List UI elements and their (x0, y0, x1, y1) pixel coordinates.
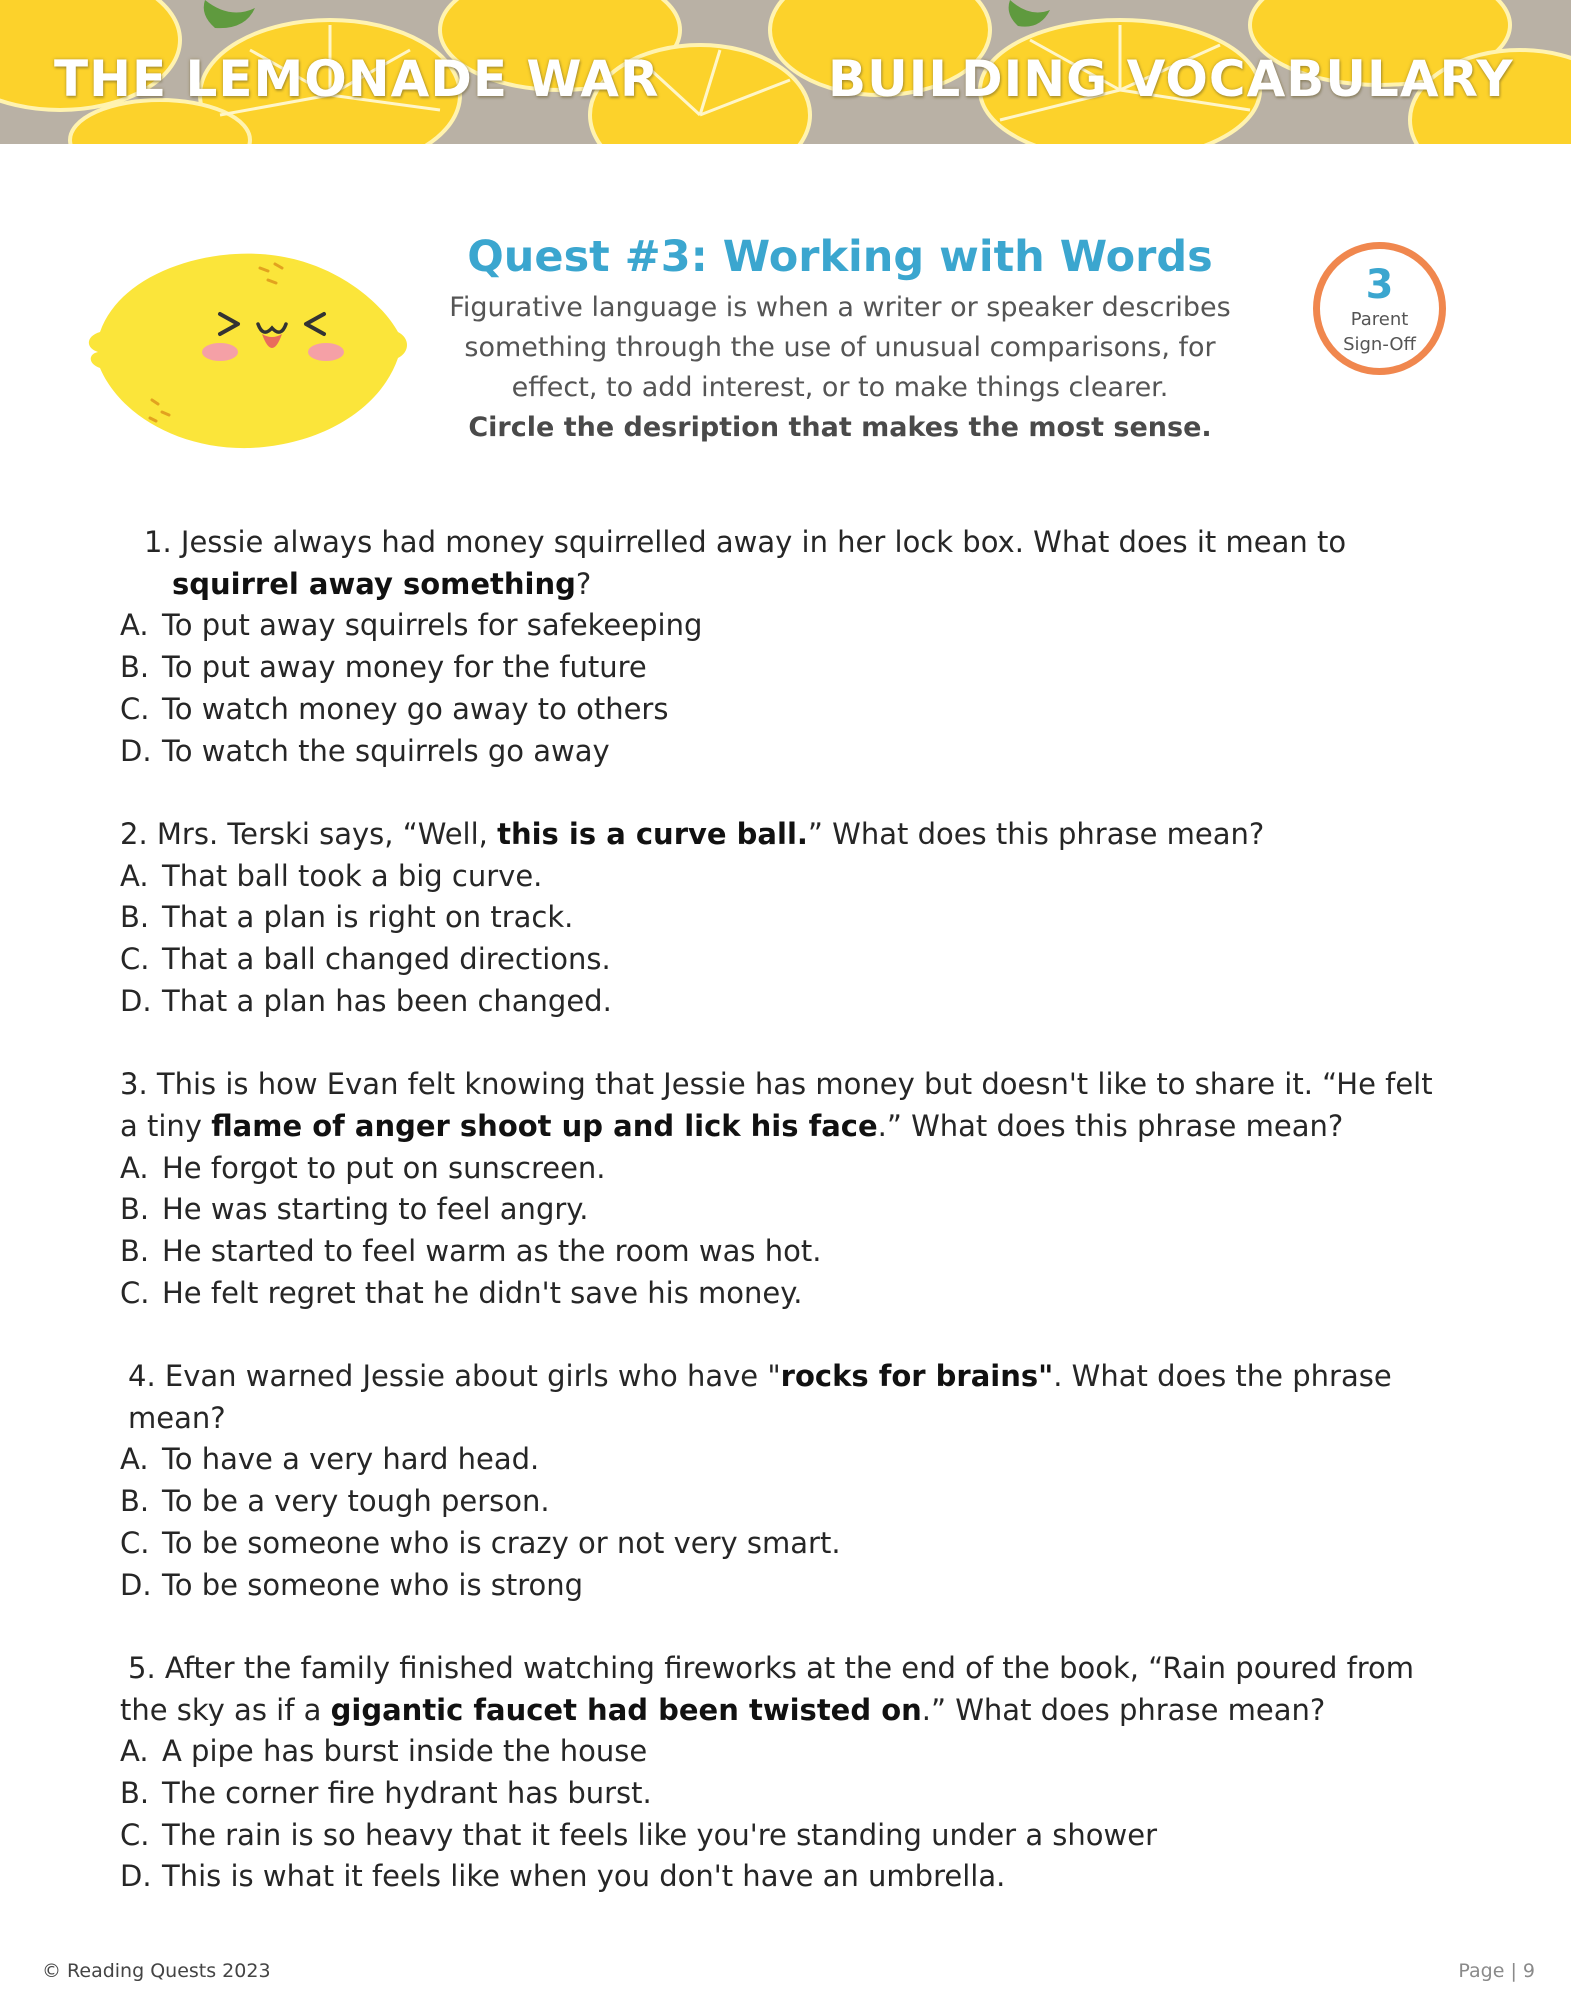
banner-book-title: THE LEMONADE WAR (54, 50, 660, 108)
intro-text (420, 288, 1260, 448)
answer-option[interactable] (120, 731, 1450, 773)
smiling-lemon-icon (80, 240, 410, 460)
page-number: Page | 9 (1458, 1960, 1535, 1982)
question-stem (120, 814, 1450, 856)
answer-option[interactable] (120, 856, 1450, 898)
option-letter: A. (120, 858, 149, 893)
stem-phrase: rocks for brains" (780, 1359, 1054, 1394)
option-letter: C. (120, 691, 150, 726)
banner-section-title: BUILDING VOCABULARY (828, 50, 1514, 108)
option-text: To be a very tough person. (162, 1484, 550, 1519)
stem-text: 1. Jessie always had money squirrelled away in her lock box. What does it mean to (144, 525, 1347, 559)
question-item (120, 1648, 1450, 1898)
answer-option[interactable] (120, 605, 1450, 647)
stem-text: ? (575, 566, 592, 601)
option-letter: A. (120, 1150, 149, 1185)
option-letter: D. (120, 1859, 152, 1894)
question-item (120, 1064, 1450, 1314)
stem-phrase: squirrel away something (172, 566, 576, 601)
stem-text: 3. This is how Evan felt knowing that Jessie has money but doesn't like to share it. “He felt a tiny (120, 1067, 1433, 1143)
option-text: To watch money go away to others (162, 691, 669, 726)
question-stem (120, 1648, 1450, 1731)
badge-label-line1: Parent (1350, 309, 1409, 330)
option-letter: C. (120, 942, 150, 977)
answer-option[interactable] (120, 1565, 1450, 1607)
question-stem (120, 1356, 1450, 1439)
option-text: He was starting to feel angry. (162, 1192, 589, 1227)
option-text: The rain is so heavy that it feels like you're standing under a shower (162, 1817, 1158, 1852)
question-item (120, 522, 1450, 772)
stem-text: .” What does phrase mean? (921, 1692, 1326, 1727)
option-text: To be someone who is strong (162, 1567, 584, 1602)
option-text: To have a very hard head. (162, 1442, 540, 1477)
question-stem (120, 522, 1450, 605)
answer-option[interactable] (120, 1273, 1450, 1315)
answer-option[interactable] (120, 981, 1450, 1023)
question-list (120, 522, 1450, 1898)
option-letter: B. (120, 1776, 150, 1811)
stem-text: ” What does this phrase mean? (807, 816, 1265, 851)
intro-line: Figurative language is when a writer or speaker describes (449, 292, 1231, 323)
answer-option[interactable] (120, 1731, 1450, 1773)
option-text: This is what it feels like when you don't have an umbrella. (162, 1859, 1006, 1894)
option-text: He forgot to put on sunscreen. (162, 1150, 606, 1185)
option-letter: C. (120, 1817, 150, 1852)
question-item (120, 1356, 1450, 1606)
option-text: To watch the squirrels go away (162, 733, 610, 768)
header-banner (0, 0, 1571, 144)
option-letter: C. (120, 1275, 150, 1310)
quest-title: Quest #3: Working with Words (467, 232, 1213, 282)
answer-option[interactable] (120, 1523, 1450, 1565)
answer-option[interactable] (120, 1856, 1450, 1898)
option-letter: B. (120, 1484, 150, 1519)
option-text: That ball took a big curve. (162, 858, 543, 893)
answer-option[interactable] (120, 1148, 1450, 1190)
option-letter: B. (120, 1233, 150, 1268)
answer-option[interactable] (120, 1773, 1450, 1815)
option-text: To be someone who is crazy or not very smart. (162, 1525, 841, 1560)
question-stem (120, 1064, 1450, 1147)
answer-option[interactable] (120, 1189, 1450, 1231)
option-text: That a plan is right on track. (162, 900, 574, 935)
stem-text: 2. Mrs. Terski says, “Well, (120, 816, 498, 851)
option-text: A pipe has burst inside the house (162, 1734, 648, 1769)
stem-phrase: this is a curve ball. (497, 816, 808, 851)
option-letter: A. (120, 1442, 149, 1477)
answer-option[interactable] (120, 1439, 1450, 1481)
option-letter: D. (120, 1567, 152, 1602)
option-text: That a plan has been changed. (162, 983, 612, 1018)
answer-option[interactable] (120, 647, 1450, 689)
intro-line: effect, to add interest, or to make things clearer. (511, 372, 1169, 403)
option-letter: D. (120, 983, 152, 1018)
instruction-text: Circle the desription that makes the most sense. (468, 412, 1212, 443)
option-text: To put away money for the future (162, 650, 647, 685)
option-letter: A. (120, 608, 149, 643)
option-letter: D. (120, 733, 152, 768)
stem-text: .” What does this phrase mean? (877, 1108, 1344, 1143)
option-text: The corner fire hydrant has burst. (162, 1776, 652, 1811)
option-letter: A. (120, 1734, 149, 1769)
stem-phrase: gigantic faucet had been twisted on (330, 1692, 922, 1727)
question-item (120, 814, 1450, 1023)
option-text: To put away squirrels for safekeeping (162, 608, 703, 643)
answer-option[interactable] (120, 1231, 1450, 1273)
answer-option[interactable] (120, 939, 1450, 981)
option-text: That a ball changed directions. (162, 942, 611, 977)
answer-option[interactable] (120, 1815, 1450, 1857)
badge-number: 3 (1365, 262, 1394, 308)
answer-option[interactable] (120, 689, 1450, 731)
option-letter: C. (120, 1525, 150, 1560)
option-text: He started to feel warm as the room was hot. (162, 1233, 822, 1268)
stem-text: 5. After the family finished watching fireworks at the end of the book, “Rain poured from the sky as if a (120, 1650, 1415, 1727)
parent-signoff-badge (1313, 242, 1446, 375)
copyright-text: © Reading Quests 2023 (42, 1960, 271, 1982)
option-text: He felt regret that he didn't save his money. (162, 1275, 803, 1310)
stem-text: 4. Evan warned Jessie about girls who have " (128, 1359, 781, 1394)
option-letter: B. (120, 650, 150, 685)
badge-label-line2: Sign-Off (1343, 334, 1416, 355)
option-letter: B. (120, 900, 150, 935)
option-letter: B. (120, 1192, 150, 1227)
answer-option[interactable] (120, 897, 1450, 939)
stem-text: . What does the phrase mean? (128, 1359, 1392, 1435)
stem-phrase: flame of anger shoot up and lick his face (211, 1108, 878, 1143)
intro-line: something through the use of unusual comparisons, for (464, 332, 1216, 363)
answer-option[interactable] (120, 1481, 1450, 1523)
